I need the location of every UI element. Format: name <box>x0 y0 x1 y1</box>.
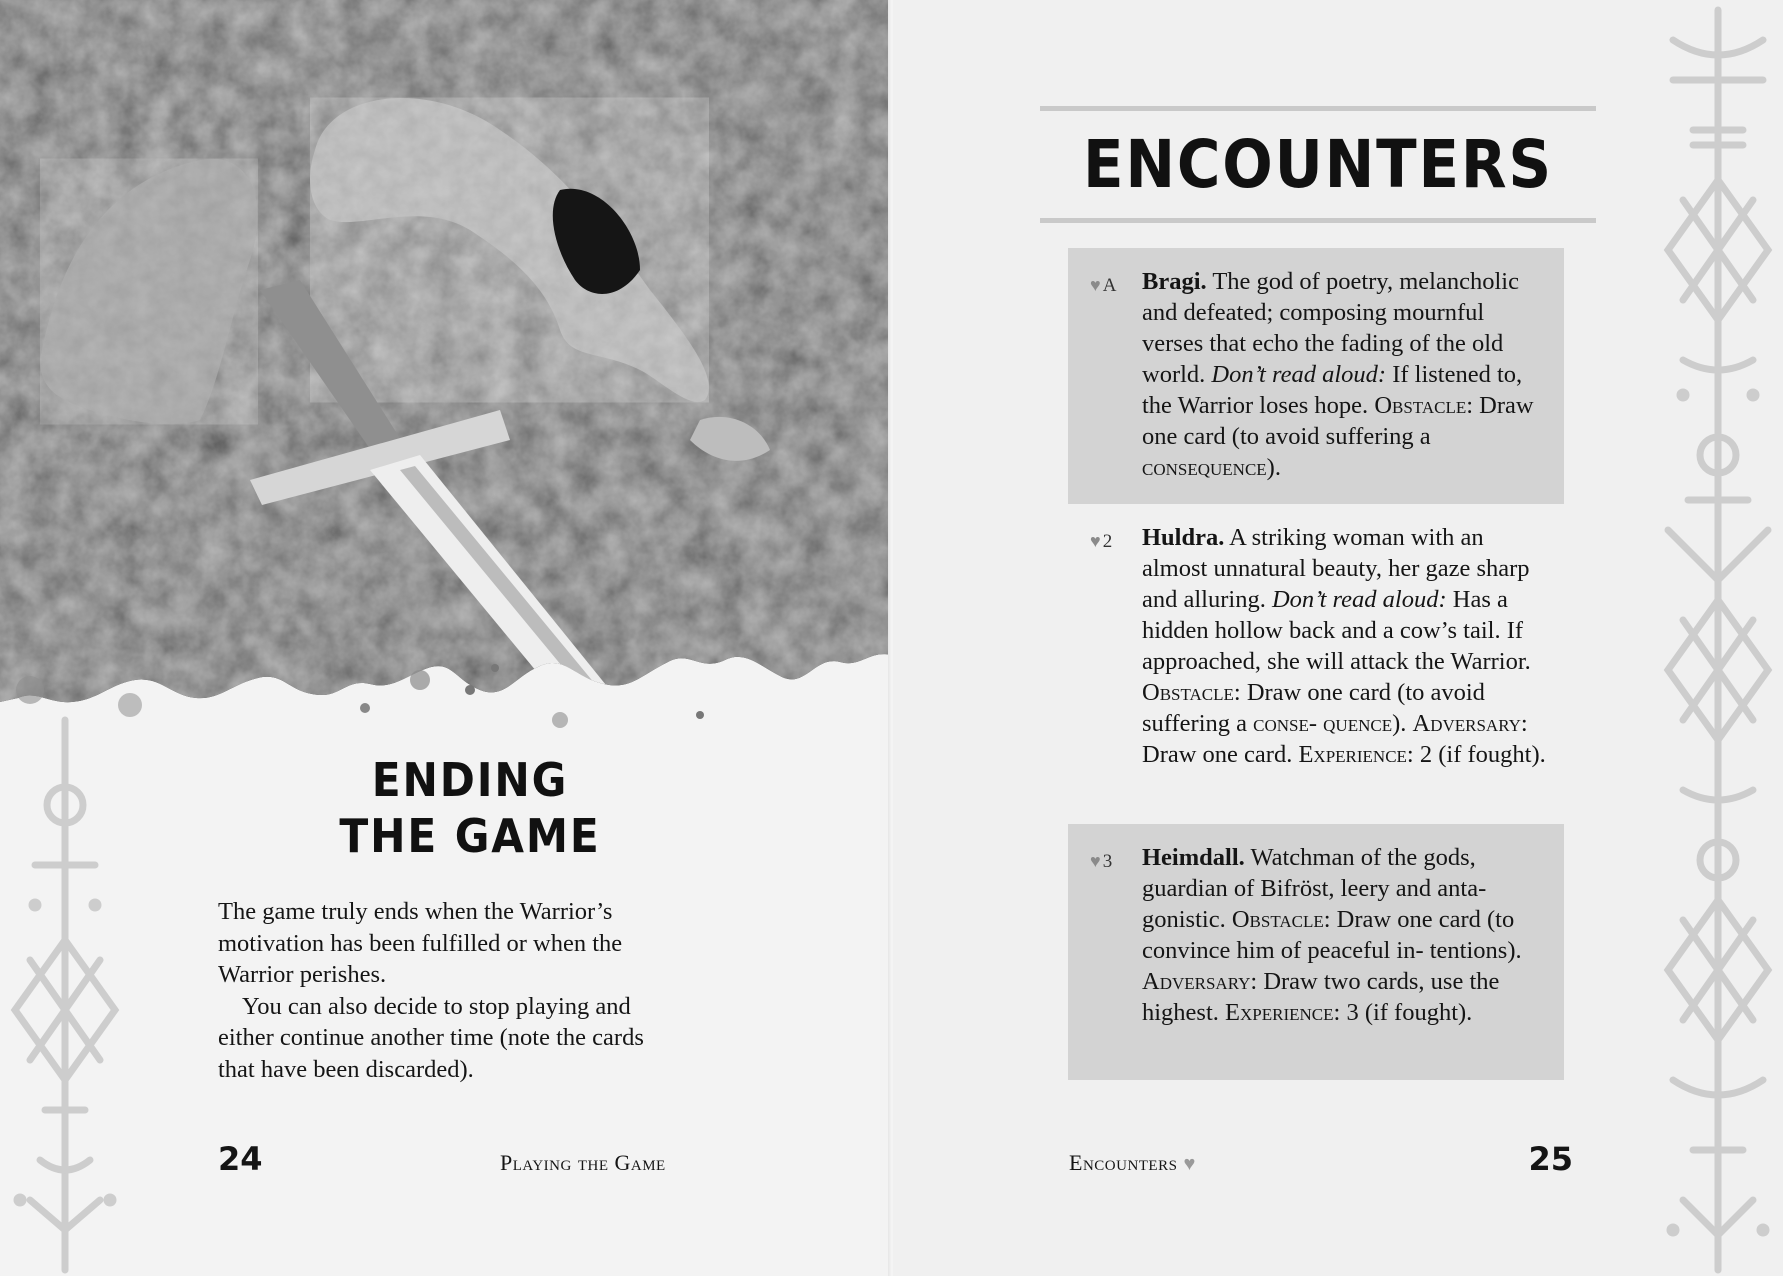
adversary-label: Adversary: <box>1412 710 1528 737</box>
encounter-text <box>1142 266 1546 483</box>
running-head: Playing the Game <box>500 1150 666 1175</box>
adversary-text: Draw two cards, use the highest. <box>1142 968 1500 1026</box>
experience-text: 3 (if fought). <box>1346 999 1473 1026</box>
gm-note-label: Don’t read aloud: <box>1211 361 1387 388</box>
gm-note-text: If listened to, the Warrior loses hope. <box>1142 361 1523 419</box>
gm-note-text: Has a hidden hollow back and a cow’s tail. If approached, she will attack the Warrior. <box>1142 586 1531 675</box>
obstacle-label: Obstacle: <box>1142 679 1241 706</box>
heart-suit-icon: ♥ <box>1183 1153 1196 1175</box>
experience-label: Experience: <box>1298 741 1414 768</box>
adversary-label: Adversary: <box>1142 968 1258 995</box>
encounter-entry <box>1068 248 1564 504</box>
running-head-label: Encounters <box>1069 1150 1178 1175</box>
encounter-text <box>1142 522 1546 770</box>
encounter-entry <box>1068 504 1564 822</box>
helmet-and-sword-illustration <box>0 0 891 740</box>
obstacle-text: Draw one card (to avoid suffering a <box>1142 679 1485 737</box>
card-rank: 2 <box>1102 531 1113 552</box>
experience-label: Experience: <box>1225 999 1341 1026</box>
page-number: 25 <box>1528 1140 1573 1178</box>
left-page <box>0 0 891 1276</box>
rune-border-right <box>1653 0 1783 1276</box>
encounter-description: A striking woman with an almost unnatural beauty, her gaze sharp and alluring. <box>1142 524 1530 613</box>
encounter-name: Heimdall. <box>1142 844 1245 871</box>
heart-suit-icon: ♥ <box>1090 851 1101 871</box>
obstacle-label: Obstacle: <box>1231 906 1331 933</box>
section-title-line2: THE GAME <box>339 809 601 863</box>
heart-suit-icon: ♥ <box>1090 275 1101 295</box>
encounter-entry <box>1068 824 1564 1080</box>
obstacle-text: Draw one card (to avoid suffering a <box>1142 392 1534 450</box>
heart-suit-icon: ♥ <box>1090 531 1101 551</box>
gm-note-label: Don’t read aloud: <box>1271 586 1447 613</box>
page-title: ENCOUNTERS <box>1083 126 1553 203</box>
card-rank: 3 <box>1102 851 1113 872</box>
encounter-description: Watchman of the gods, guardian of Bifröst, leery and anta- gonistic. <box>1142 844 1487 933</box>
title-rule-bottom <box>1040 218 1596 223</box>
adversary-text: Draw one card. <box>1142 741 1293 768</box>
experience-text: 2 (if fought). <box>1419 741 1546 768</box>
section-title-line1: ENDING <box>371 753 569 807</box>
punctuation: ). <box>1392 710 1407 737</box>
body-paragraph: You can also decide to stop playing and either continue another time (note the cards that have been discarded). <box>218 992 644 1083</box>
rune-border-left <box>0 0 130 1276</box>
punctuation: ). <box>1266 454 1281 481</box>
right-page <box>893 0 1783 1276</box>
page-number: 24 <box>218 1140 263 1178</box>
obstacle-label: Obstacle: <box>1374 392 1474 419</box>
title-rule-top <box>1040 106 1596 111</box>
obstacle-text: Draw one card (to convince him of peaceful in- tentions). <box>1142 906 1522 964</box>
body-text <box>218 896 658 1085</box>
card-rank: A <box>1102 275 1117 296</box>
encounter-name: Huldra. <box>1142 524 1225 551</box>
card-rank-marker <box>1090 270 1116 301</box>
consequence-term: consequence <box>1142 454 1267 481</box>
encounter-text <box>1142 842 1546 1028</box>
running-head <box>1069 1150 1196 1176</box>
encounter-description: The god of poetry, melancholic and defeated; composing mournful verses that echo the fading of the old world. <box>1142 268 1519 388</box>
card-rank-marker <box>1090 526 1112 557</box>
body-paragraph: The game truly ends when the Warrior’s motivation has been fulfilled or when the Warrior perishes. <box>218 898 623 988</box>
consequence-term: conse- quence <box>1253 710 1393 737</box>
card-rank-marker <box>1090 846 1112 877</box>
section-title <box>277 752 663 864</box>
encounter-name: Bragi. <box>1142 268 1207 295</box>
